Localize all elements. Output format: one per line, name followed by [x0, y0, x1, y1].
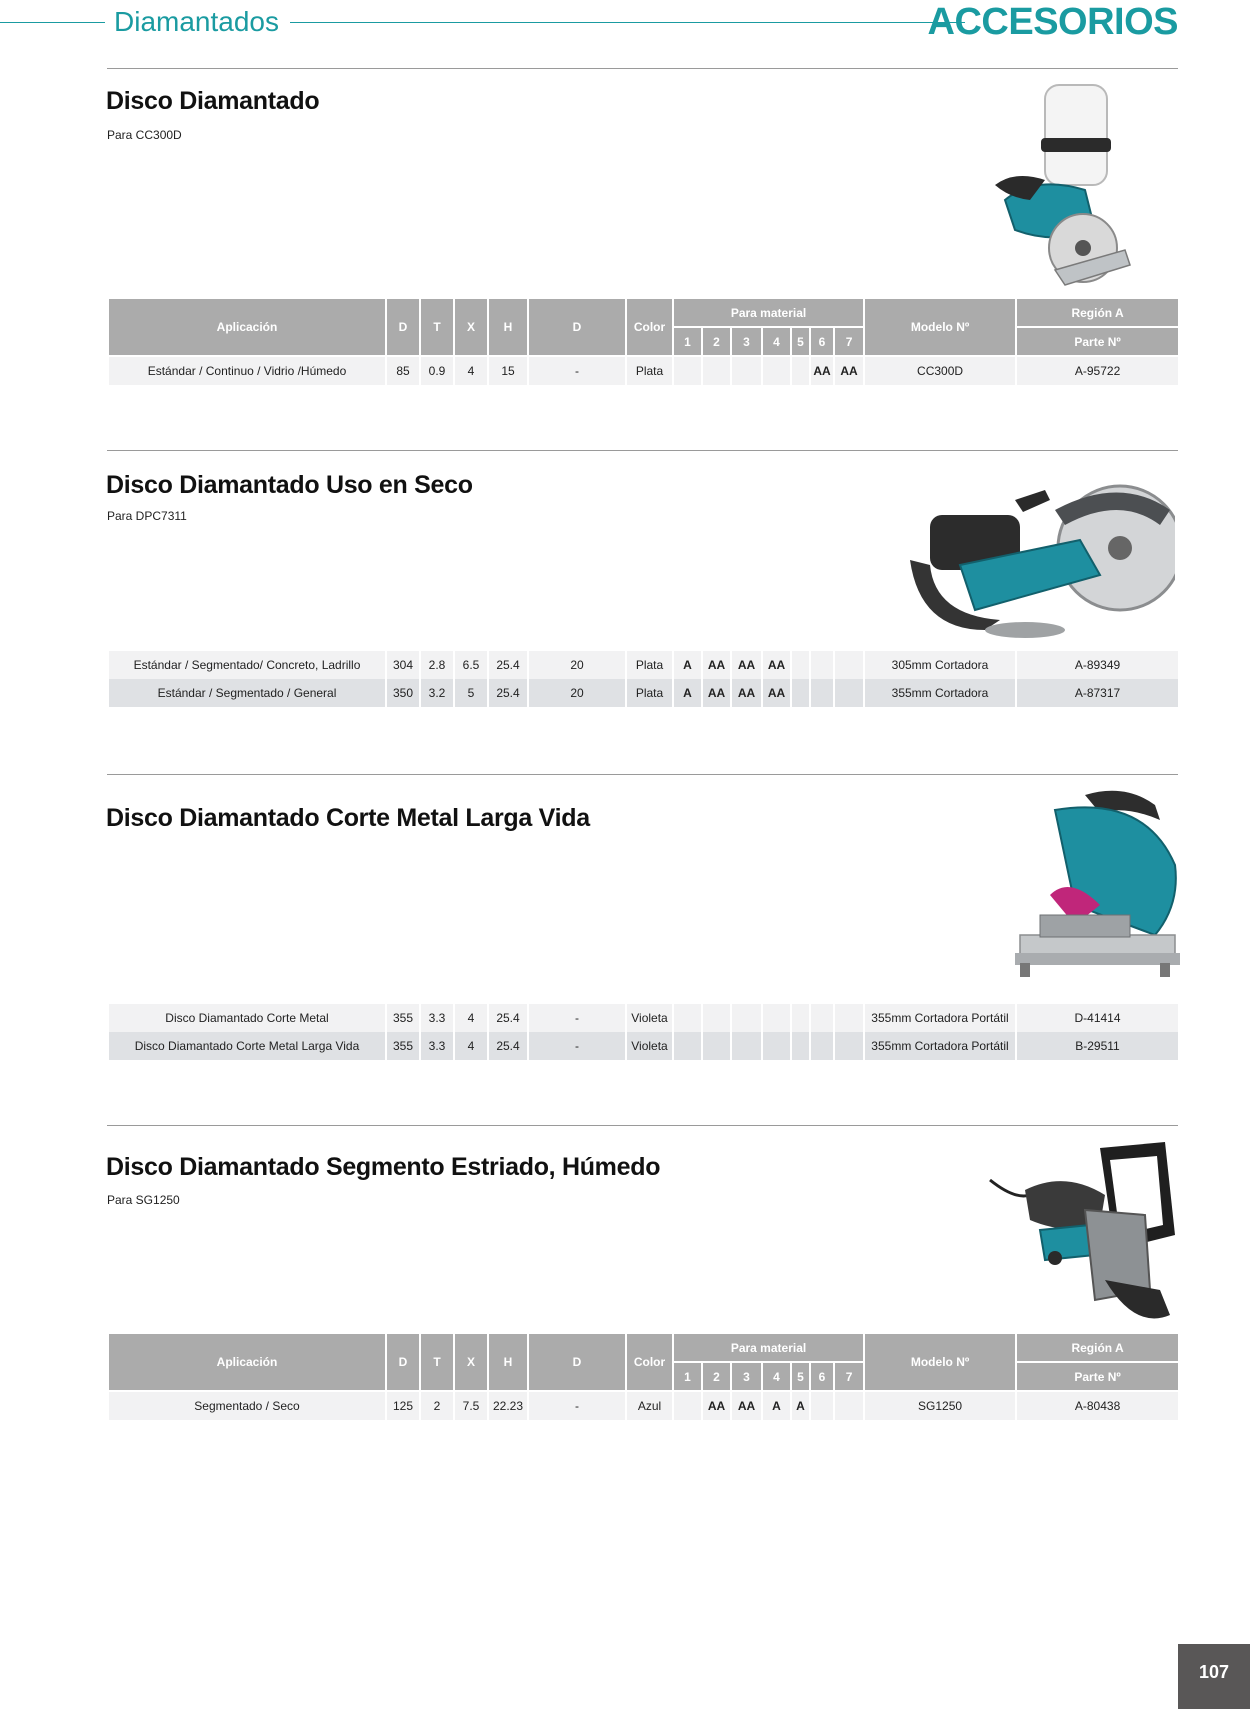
- cell-x: 4: [454, 1032, 488, 1060]
- spec-table: [107, 1004, 1180, 1060]
- table-row: [108, 679, 1179, 707]
- section-divider: [107, 1125, 1178, 1126]
- cell-color: Violeta: [626, 1032, 673, 1060]
- cell-parte: A-80438: [1016, 1391, 1179, 1420]
- cell-material-3: [731, 1004, 762, 1032]
- col-modelo: Modelo Nº: [864, 298, 1016, 356]
- cell-d2: -: [528, 1004, 626, 1032]
- col-material-6: 6: [810, 327, 834, 356]
- cell-material-1: A: [673, 679, 702, 707]
- cell-aplicacion: Estándar / Segmentado / General: [108, 679, 386, 707]
- cell-d: 350: [386, 679, 420, 707]
- cell-x: 7.5: [454, 1391, 488, 1420]
- cell-h: 22.23: [488, 1391, 528, 1420]
- cell-material-4: [762, 1032, 791, 1060]
- cell-color: Plata: [626, 651, 673, 679]
- col-material-7: 7: [834, 1362, 864, 1391]
- product-title: Disco Diamantado Segmento Estriado, Húmedo: [106, 1153, 661, 1181]
- cell-modelo: 355mm Cortadora Portátil: [864, 1004, 1016, 1032]
- cell-material-5: A: [791, 1391, 810, 1420]
- cell-material-3: AA: [731, 651, 762, 679]
- col-material-6: 6: [810, 1362, 834, 1391]
- col-parte: Parte Nº: [1016, 327, 1179, 356]
- cell-aplicacion: Estándar / Segmentado/ Concreto, Ladrillo: [108, 651, 386, 679]
- cell-d: 355: [386, 1032, 420, 1060]
- cell-material-2: [702, 356, 731, 385]
- col-t: T: [420, 298, 454, 356]
- cell-material-1: [673, 1032, 702, 1060]
- cell-material-5: [791, 651, 810, 679]
- cell-h: 25.4: [488, 679, 528, 707]
- col-h: H: [488, 1333, 528, 1391]
- cell-material-7: AA: [834, 356, 864, 385]
- col-material-5: 5: [791, 327, 810, 356]
- col-d2: D: [528, 1333, 626, 1391]
- product-subtitle: Para SG1250: [107, 1193, 180, 1207]
- cell-material-1: [673, 1004, 702, 1032]
- cell-parte: A-89349: [1016, 651, 1179, 679]
- col-para-material: Para material: [673, 1333, 864, 1362]
- col-t: T: [420, 1333, 454, 1391]
- cell-material-7: [834, 1004, 864, 1032]
- table-row: [108, 1032, 1179, 1060]
- cell-material-1: [673, 1391, 702, 1420]
- product-subtitle: Para CC300D: [107, 128, 182, 142]
- cell-material-4: [762, 1004, 791, 1032]
- cell-x: 5: [454, 679, 488, 707]
- cell-x: 4: [454, 1004, 488, 1032]
- cell-material-6: [810, 651, 834, 679]
- col-material-3: 3: [731, 327, 762, 356]
- cell-modelo: 305mm Cortadora: [864, 651, 1016, 679]
- cell-material-7: [834, 679, 864, 707]
- cell-d: 85: [386, 356, 420, 385]
- col-material-1: 1: [673, 327, 702, 356]
- cell-t: 2.8: [420, 651, 454, 679]
- cell-material-2: AA: [702, 679, 731, 707]
- cell-parte: B-29511: [1016, 1032, 1179, 1060]
- cell-parte: D-41414: [1016, 1004, 1179, 1032]
- cell-material-6: [810, 679, 834, 707]
- cell-material-7: [834, 651, 864, 679]
- section-title: Diamantados: [114, 6, 279, 37]
- cell-d2: -: [528, 1391, 626, 1420]
- col-x: X: [454, 298, 488, 356]
- cell-color: Plata: [626, 356, 673, 385]
- cell-material-2: [702, 1032, 731, 1060]
- cell-h: 25.4: [488, 1032, 528, 1060]
- product-title: Disco Diamantado Corte Metal Larga Vida: [106, 804, 590, 832]
- cell-t: 3.2: [420, 679, 454, 707]
- cut-off-saw-image: [1015, 785, 1180, 995]
- cell-aplicacion: Estándar / Continuo / Vidrio /Húmedo: [108, 356, 386, 385]
- wall-chaser-image: [985, 1140, 1180, 1325]
- cell-color: Azul: [626, 1391, 673, 1420]
- cell-material-6: [810, 1004, 834, 1032]
- cell-material-3: [731, 356, 762, 385]
- col-aplicacion: Aplicación: [108, 1333, 386, 1391]
- cell-d2: -: [528, 1032, 626, 1060]
- cell-material-5: [791, 1032, 810, 1060]
- col-modelo: Modelo Nº: [864, 1333, 1016, 1391]
- cell-h: 25.4: [488, 651, 528, 679]
- col-aplicacion: Aplicación: [108, 298, 386, 356]
- cell-material-3: AA: [731, 679, 762, 707]
- col-h: H: [488, 298, 528, 356]
- section-divider: [107, 68, 1178, 69]
- cell-material-3: [731, 1032, 762, 1060]
- col-d: D: [386, 298, 420, 356]
- col-material-4: 4: [762, 1362, 791, 1391]
- cell-material-3: AA: [731, 1391, 762, 1420]
- category-title: ACCESORIOS: [927, 1, 1178, 43]
- cell-material-6: [810, 1032, 834, 1060]
- cell-material-2: [702, 1004, 731, 1032]
- cell-h: 15: [488, 356, 528, 385]
- col-material-5: 5: [791, 1362, 810, 1391]
- spec-table: [107, 651, 1180, 707]
- cell-parte: A-95722: [1016, 356, 1179, 385]
- cell-material-4: A: [762, 1391, 791, 1420]
- cell-aplicacion: Segmentado / Seco: [108, 1391, 386, 1420]
- cell-material-1: A: [673, 651, 702, 679]
- cell-color: Plata: [626, 679, 673, 707]
- product-title: Disco Diamantado: [106, 87, 320, 115]
- cell-d2: -: [528, 356, 626, 385]
- col-material-3: 3: [731, 1362, 762, 1391]
- product-title: Disco Diamantado Uso en Seco: [106, 471, 473, 499]
- cell-x: 6.5: [454, 651, 488, 679]
- col-color: Color: [626, 298, 673, 356]
- cell-h: 25.4: [488, 1004, 528, 1032]
- page-number: 107: [1178, 1644, 1250, 1709]
- table-row: [108, 1391, 1179, 1420]
- col-para-material: Para material: [673, 298, 864, 327]
- header-rule-left: [0, 22, 105, 23]
- cell-d: 304: [386, 651, 420, 679]
- cell-material-4: AA: [762, 651, 791, 679]
- cell-d2: 20: [528, 679, 626, 707]
- power-cutter-image: [905, 470, 1175, 645]
- section-divider: [107, 774, 1178, 775]
- col-material-4: 4: [762, 327, 791, 356]
- cell-material-5: [791, 679, 810, 707]
- cell-material-4: AA: [762, 679, 791, 707]
- cell-material-5: [791, 356, 810, 385]
- cell-d: 355: [386, 1004, 420, 1032]
- table-row: [108, 1004, 1179, 1032]
- cell-material-5: [791, 1004, 810, 1032]
- col-material-1: 1: [673, 1362, 702, 1391]
- cell-x: 4: [454, 356, 488, 385]
- cell-material-4: [762, 356, 791, 385]
- cell-material-2: AA: [702, 651, 731, 679]
- col-material-2: 2: [702, 1362, 731, 1391]
- col-material-7: 7: [834, 327, 864, 356]
- cell-t: 3.3: [420, 1032, 454, 1060]
- col-d: D: [386, 1333, 420, 1391]
- cell-modelo: SG1250: [864, 1391, 1016, 1420]
- col-material-2: 2: [702, 327, 731, 356]
- table-row: [108, 356, 1179, 385]
- cell-t: 0.9: [420, 356, 454, 385]
- cell-d: 125: [386, 1391, 420, 1420]
- col-d2: D: [528, 298, 626, 356]
- cell-parte: A-87317: [1016, 679, 1179, 707]
- cell-material-7: [834, 1032, 864, 1060]
- cell-material-6: AA: [810, 356, 834, 385]
- cell-modelo: 355mm Cortadora: [864, 679, 1016, 707]
- cell-material-2: AA: [702, 1391, 731, 1420]
- cell-modelo: 355mm Cortadora Portátil: [864, 1032, 1016, 1060]
- col-region: Región A: [1016, 1333, 1179, 1362]
- cell-modelo: CC300D: [864, 356, 1016, 385]
- cell-color: Violeta: [626, 1004, 673, 1032]
- col-region: Región A: [1016, 298, 1179, 327]
- cell-material-7: [834, 1391, 864, 1420]
- product-subtitle: Para DPC7311: [107, 509, 187, 523]
- col-color: Color: [626, 1333, 673, 1391]
- spec-table: [107, 1332, 1180, 1420]
- col-parte: Parte Nº: [1016, 1362, 1179, 1391]
- header-rule-right: [290, 22, 965, 23]
- cell-aplicacion: Disco Diamantado Corte Metal: [108, 1004, 386, 1032]
- cell-t: 2: [420, 1391, 454, 1420]
- cell-t: 3.3: [420, 1004, 454, 1032]
- cell-material-6: [810, 1391, 834, 1420]
- table-row: [108, 651, 1179, 679]
- tile-saw-image: [975, 80, 1155, 290]
- col-x: X: [454, 1333, 488, 1391]
- section-divider: [107, 450, 1178, 451]
- cell-d2: 20: [528, 651, 626, 679]
- cell-aplicacion: Disco Diamantado Corte Metal Larga Vida: [108, 1032, 386, 1060]
- cell-material-1: [673, 356, 702, 385]
- spec-table: [107, 297, 1180, 385]
